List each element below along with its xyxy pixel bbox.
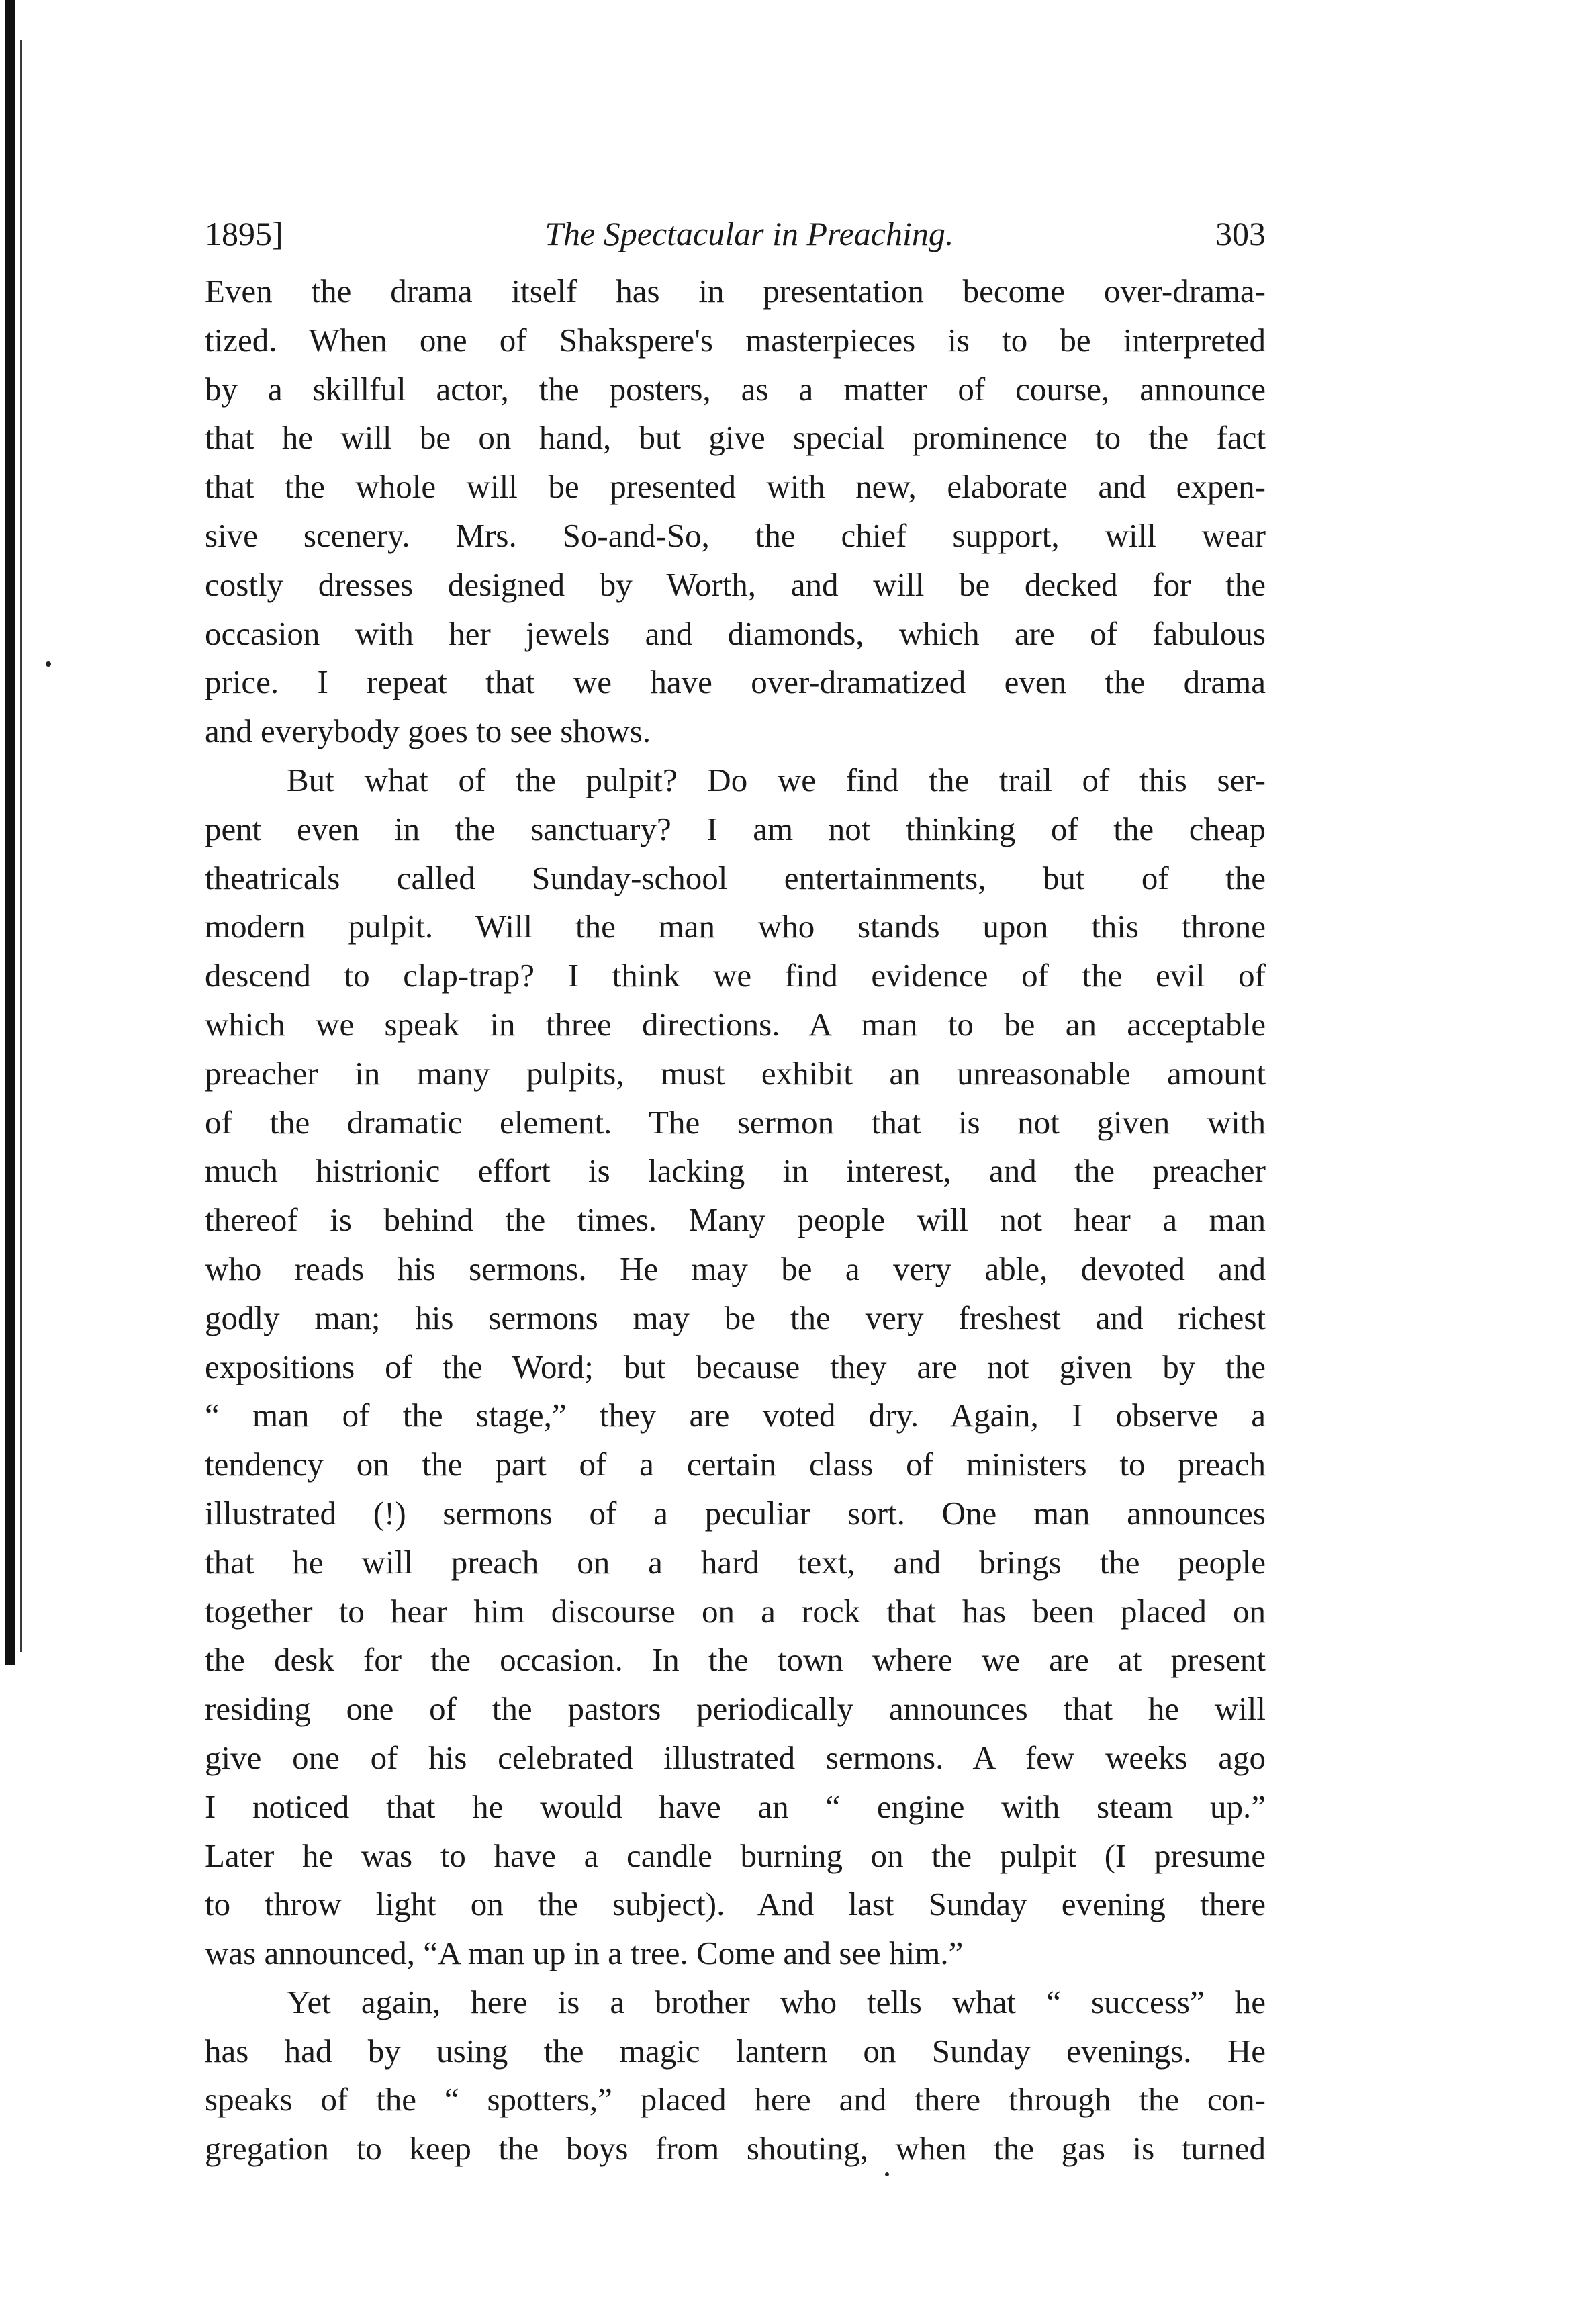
text-line: to throw light on the subject). And last Sunday evening there (205, 1886, 1266, 1923)
running-head (205, 214, 1266, 254)
text-line: But what of the pulpit? Do we find the trail of this ser- (287, 761, 1266, 798)
text-line: gregation to keep the boys from shouting, when the gas is turned (205, 2130, 1266, 2168)
text-line: which we speak in three directions. A man to be an acceptable (205, 1005, 1266, 1043)
binding-shadow (20, 40, 22, 1652)
text-line: modern pulpit. Will the man who stands upon this throne (205, 908, 1266, 945)
text-line: by a skillful actor, the posters, as a matter of course, announce (205, 370, 1266, 408)
text-line: who reads his sermons. He may be a very able, devoted and (205, 1250, 1266, 1287)
text-line: tendency on the part of a certain class of ministers to preach (205, 1446, 1266, 1483)
text-line: I noticed that he would have an “ engine with steam up.” (205, 1787, 1266, 1825)
running-head-title: The Spectacular in Preaching. (545, 215, 954, 252)
text-line: illustrated (!) sermons of a peculiar sort. One man announces (205, 1494, 1266, 1532)
text-line: that he will be on hand, but give special prominence to the fact (205, 419, 1266, 457)
text-line: that he will preach on a hard text, and brings the people (205, 1543, 1266, 1581)
text-line: residing one of the pastors periodically announces that he will (205, 1690, 1266, 1728)
text-line: the desk for the occasion. In the town where we are at present (205, 1641, 1266, 1679)
paragraph-1 (205, 267, 1266, 756)
text-line: was announced, “A man up in a tree. Come and see him.” (205, 1935, 964, 1972)
text-line: together to hear him discourse on a rock that has been placed on (205, 1592, 1266, 1630)
text-line: sive scenery. Mrs. So-and-So, the chief support, will wear (205, 516, 1266, 554)
binding-edge (5, 0, 15, 1665)
text-line: price. I repeat that we have over-dramatized even the drama (205, 663, 1266, 701)
text-line: much histrionic effort is lacking in interest, and the preacher (205, 1152, 1266, 1190)
text-line: speaks of the “ spotters,” placed here and there through the con- (205, 2081, 1266, 2119)
text-line: Even the drama itself has in presentation become over-drama- (205, 273, 1266, 310)
text-line: pent even in the sanctuary? I am not thinking of the cheap (205, 810, 1266, 847)
text-line: tized. When one of Shakspere's masterpieces is to be interpreted (205, 321, 1266, 359)
text-line: and everybody goes to see shows. (205, 712, 651, 750)
text-line: Later he was to have a candle burning on the pulpit (I presume (205, 1837, 1266, 1874)
text-line: give one of his celebrated illustrated sermons. A few weeks ago (205, 1738, 1266, 1776)
page (205, 214, 1266, 2174)
text-line: godly man; his sermons may be the very freshest and richest (205, 1299, 1266, 1336)
page-number: 303 (1215, 215, 1266, 252)
text-line: costly dresses designed by Worth, and will be decked for the (205, 565, 1266, 603)
text-line: of the dramatic element. The sermon that is not given with (205, 1103, 1266, 1141)
paragraph-2 (205, 756, 1266, 1978)
text-line: that the whole will be presented with new, elaborate and expen- (205, 468, 1266, 506)
paragraph-3 (205, 1978, 1266, 2174)
text-line: preacher in many pulpits, must exhibit an unreasonable amount (205, 1054, 1266, 1092)
body-text (205, 267, 1266, 2174)
text-line: thereof is behind the times. Many people will not hear a man (205, 1201, 1266, 1239)
text-line: has had by using the magic lantern on Sunday evenings. He (205, 2032, 1266, 2070)
text-line: expositions of the Word; but because they are not given by the (205, 1348, 1266, 1385)
text-line: descend to clap-trap? I think we find evidence of the evil of (205, 957, 1266, 994)
text-line: occasion with her jewels and diamonds, which are of fabulous (205, 614, 1266, 652)
text-line: theatricals called Sunday-school entertainments, but of the (205, 859, 1266, 896)
text-line: “ man of the stage,” they are voted dry. Again, I observe a (205, 1397, 1266, 1434)
running-head-year: 1895] (205, 215, 283, 252)
ink-speck (46, 661, 51, 667)
text-line: Yet again, here is a brother who tells what “ success” he (287, 1983, 1266, 2020)
